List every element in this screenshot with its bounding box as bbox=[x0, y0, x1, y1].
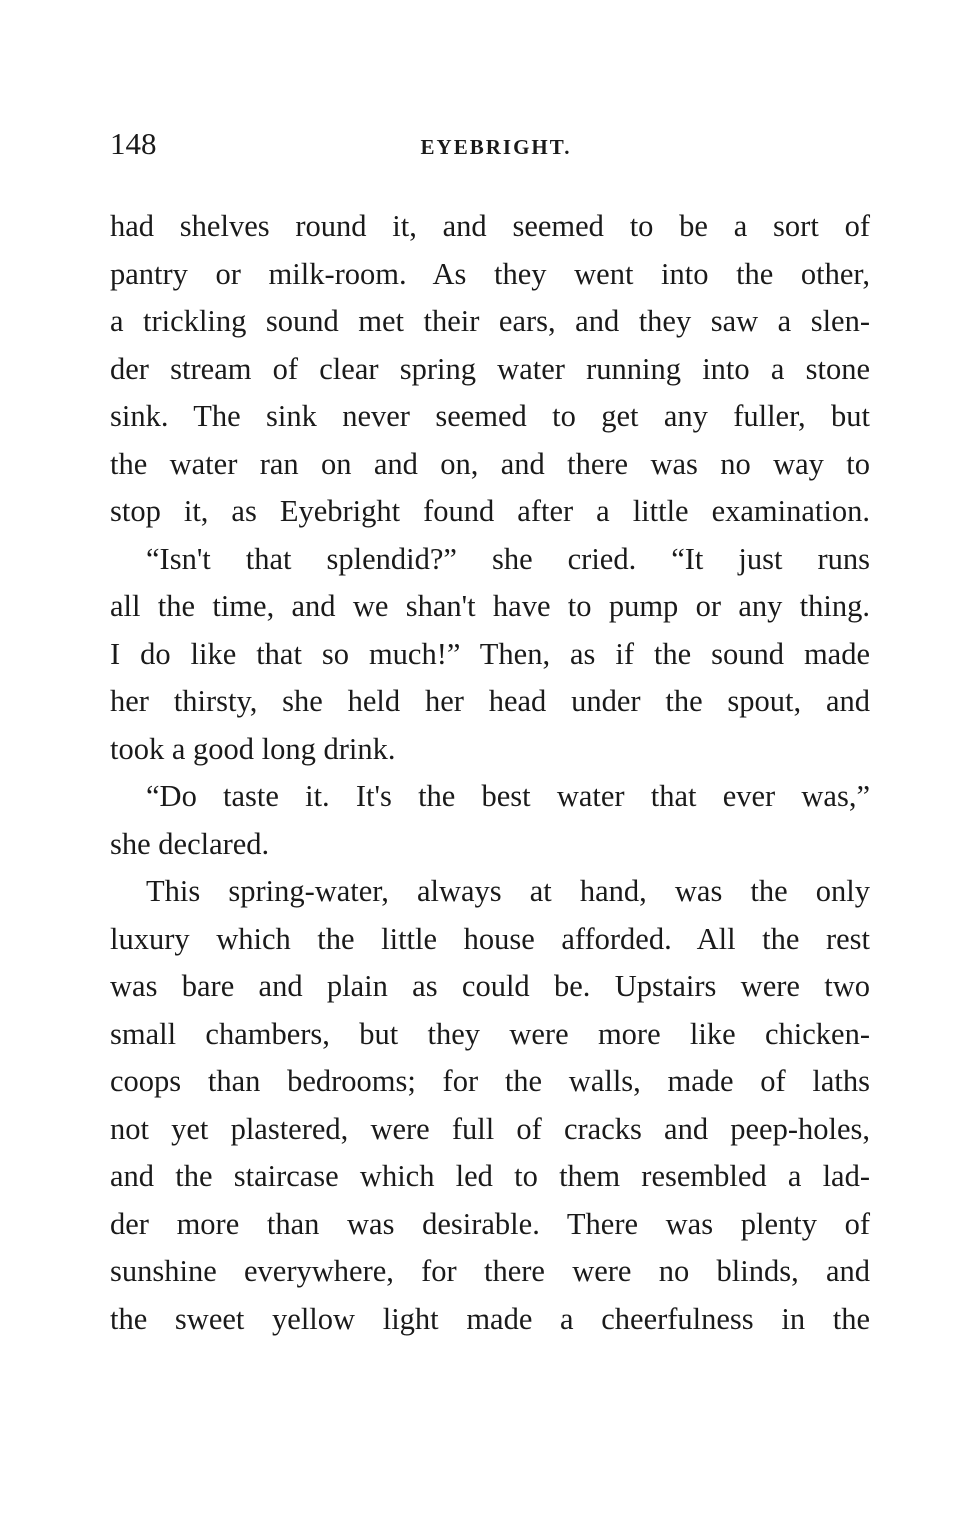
text-line: had shelves round it, and seemed to be a sort of bbox=[110, 209, 870, 243]
text-line: the water ran on and on, and there was no way to bbox=[110, 446, 870, 481]
text-line: This spring-water, always at hand, was the only bbox=[146, 874, 870, 908]
text-line: she declared. bbox=[110, 826, 270, 861]
text-line: the sweet yellow light made a cheerfulness in the bbox=[110, 1301, 870, 1336]
page-number: 148 bbox=[110, 126, 157, 161]
text-line: was bare and plain as could be. Upstairs were two bbox=[110, 969, 870, 1003]
text-line: der more than was desirable. There was plenty of bbox=[110, 1206, 870, 1241]
text-line: sunshine everywhere, for there were no blinds, and bbox=[110, 1254, 870, 1288]
text-line: her thirsty, she held her head under the spout, and bbox=[110, 684, 870, 718]
text-line: stop it, as Eyebright found after a little examination. bbox=[110, 494, 870, 528]
text-line: a trickling sound met their ears, and they saw a slen- bbox=[110, 304, 870, 338]
text-line: not yet plastered, were full of cracks and peep-holes, bbox=[110, 1111, 870, 1146]
text-line: “Isn't that splendid?” she cried. “It just runs bbox=[146, 541, 870, 576]
page-header bbox=[110, 124, 870, 168]
text-line: der stream of clear spring water running into a stone bbox=[110, 351, 870, 386]
text-line: “Do taste it. It's the best water that ever was,” bbox=[146, 779, 870, 813]
text-line: luxury which the little house afforded. All the rest bbox=[110, 921, 870, 956]
body-text bbox=[110, 203, 870, 1343]
text-line: pantry or milk-room. As they went into the other, bbox=[110, 256, 870, 291]
running-head: EYEBRIGHT. bbox=[420, 135, 572, 159]
text-line: coops than bedrooms; for the walls, made of laths bbox=[110, 1064, 870, 1098]
text-line: and the staircase which led to them resembled a lad- bbox=[110, 1159, 870, 1193]
text-line: sink. The sink never seemed to get any fuller, but bbox=[110, 399, 870, 433]
text-line: I do like that so much!” Then, as if the sound made bbox=[110, 636, 870, 671]
text-line: small chambers, but they were more like chicken- bbox=[110, 1016, 870, 1051]
text-line: all the time, and we shan't have to pump or any thing. bbox=[110, 589, 870, 623]
text-line: took a good long drink. bbox=[110, 731, 396, 766]
